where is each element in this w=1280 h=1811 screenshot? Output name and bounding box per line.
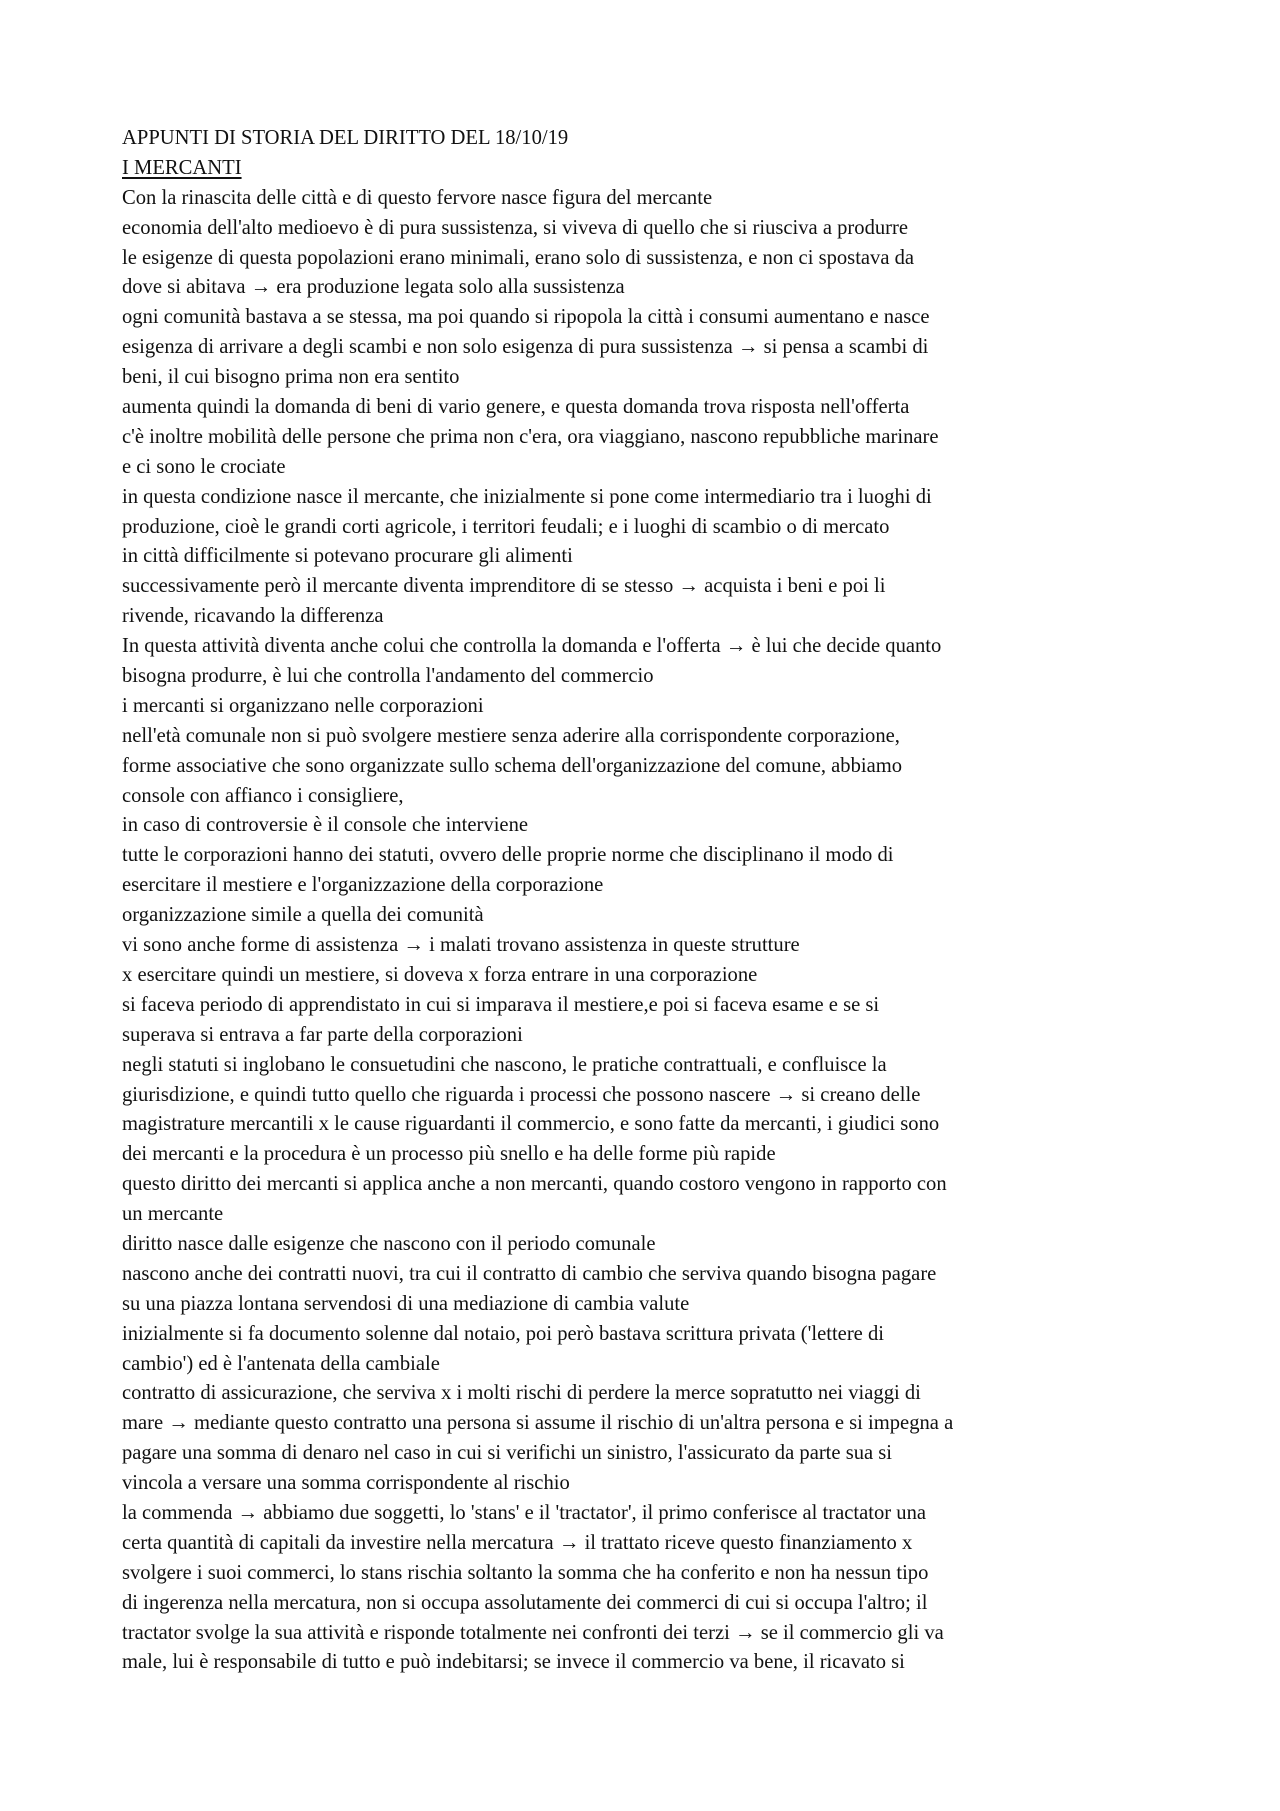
text-line: economia dell'alto medioevo è di pura sussistenza, si viveva di quello che si riusciva a produrre bbox=[122, 216, 909, 239]
text-line: un mercante bbox=[122, 1203, 224, 1226]
text-line: certa quantità di capitali da investire nella mercatura → il trattato riceve questo finanziamento x bbox=[122, 1531, 913, 1554]
text-line: vi sono anche forme di assistenza → i malati trovano assistenza in queste strutture bbox=[122, 934, 800, 957]
text-line: svolgere i suoi commerci, lo stans rischia soltanto la somma che ha conferito e non ha nessun tipo bbox=[122, 1561, 929, 1584]
text-line: produzione, cioè le grandi corti agricole, i territori feudali; e i luoghi di scambio o di mercato bbox=[122, 515, 890, 538]
text-line: su una piazza lontana servendosi di una mediazione di cambia valute bbox=[122, 1292, 690, 1315]
text-line: e ci sono le crociate bbox=[122, 455, 286, 478]
text-line: superava si entrava a far parte della corporazioni bbox=[122, 1023, 523, 1046]
text-line: in questa condizione nasce il mercante, che inizialmente si pone come intermediario tra i luoghi di bbox=[122, 485, 932, 508]
text-line: di ingerenza nella mercatura, non si occupa assolutamente dei commerci di cui si occupa l'altro; il bbox=[122, 1591, 928, 1614]
text-line: in città difficilmente si potevano procurare gli alimenti bbox=[122, 545, 573, 568]
text-line: Con la rinascita delle città e di questo fervore nasce figura del mercante bbox=[122, 186, 713, 209]
text-line: bisogna produrre, è lui che controlla l'andamento del commercio bbox=[122, 665, 654, 688]
text-line: successivamente però il mercante diventa imprenditore di se stesso → acquista i beni e poi li bbox=[122, 575, 886, 598]
text-line: in caso di controversie è il console che interviene bbox=[122, 814, 529, 837]
text-line: vincola a versare una somma corrispondente al rischio bbox=[122, 1472, 570, 1495]
text-line: giurisdizione, e quindi tutto quello che riguarda i processi che possono nascere → si creano delle bbox=[122, 1083, 921, 1106]
section-heading: I MERCANTI bbox=[122, 156, 242, 179]
text-line: si faceva periodo di apprendistato in cui si imparava il mestiere,e poi si faceva esame e se si bbox=[122, 993, 880, 1016]
text-line: le esigenze di questa popolazioni erano minimali, erano solo di sussistenza, e non ci spostava da bbox=[122, 246, 915, 269]
text-line: nascono anche dei contratti nuovi, tra cui il contratto di cambio che serviva quando bisogna pagare bbox=[122, 1262, 937, 1285]
text-line: esercitare il mestiere e l'organizzazione della corporazione bbox=[122, 874, 604, 897]
text-line: tutte le corporazioni hanno dei statuti, ovvero delle proprie norme che disciplinano il modo di bbox=[122, 844, 894, 867]
text-line: dove si abitava → era produzione legata solo alla sussistenza bbox=[122, 276, 625, 299]
text-line: dei mercanti e la procedura è un processo più snello e ha delle forme più rapide bbox=[122, 1143, 776, 1166]
text-line: magistrature mercantili x le cause riguardanti il commercio, e sono fatte da mercanti, i giudici sono bbox=[122, 1113, 940, 1136]
text-line: contratto di assicurazione, che serviva x i molti rischi di perdere la merce sopratutto nei viaggi di bbox=[122, 1382, 921, 1405]
text-lines bbox=[122, 184, 1182, 1679]
text-line: nell'età comunale non si può svolgere mestiere senza aderire alla corrispondente corporazione, bbox=[122, 724, 900, 747]
text-line: cambio') ed è l'antenata della cambiale bbox=[122, 1352, 440, 1375]
text-line: inizialmente si fa documento solenne dal notaio, poi però bastava scrittura privata ('lettere di bbox=[122, 1322, 884, 1345]
text-line: organizzazione simile a quella dei comunità bbox=[122, 904, 484, 927]
text-line: diritto nasce dalle esigenze che nascono con il periodo comunale bbox=[122, 1232, 656, 1255]
text-line: forme associative che sono organizzate sullo schema dell'organizzazione del comune, abbiamo bbox=[122, 754, 903, 777]
text-line: negli statuti si inglobano le consuetudini che nascono, le pratiche contrattuali, e confluisce la bbox=[122, 1053, 887, 1076]
text-line: esigenza di arrivare a degli scambi e non solo esigenza di pura sussistenza → si pensa a scambi di bbox=[122, 336, 929, 359]
text-line: x esercitare quindi un mestiere, si doveva x forza entrare in una corporazione bbox=[122, 963, 758, 986]
text-line: aumenta quindi la domanda di beni di vario genere, e questa domanda trova risposta nell'offerta bbox=[122, 396, 910, 419]
document-title: APPUNTI DI STORIA DEL DIRITTO DEL 18/10/19 bbox=[122, 127, 569, 149]
text-line: ogni comunità bastava a se stessa, ma poi quando si ripopola la città i consumi aumentano e nasce bbox=[122, 306, 930, 329]
text-line: In questa attività diventa anche colui che controlla la domanda e l'offerta → è lui che decide quanto bbox=[122, 635, 942, 658]
text-line: rivende, ricavando la differenza bbox=[122, 605, 384, 628]
text-line: mare → mediante questo contratto una persona si assume il rischio di un'altra persona e si impegna a bbox=[122, 1412, 954, 1435]
text-line: console con affianco i consigliere, bbox=[122, 784, 404, 807]
text-line: pagare una somma di denaro nel caso in cui si verifichi un sinistro, l'assicurato da parte sua si bbox=[122, 1442, 893, 1465]
text-line: questo diritto dei mercanti si applica anche a non mercanti, quando costoro vengono in rapporto con bbox=[122, 1173, 947, 1196]
text-line: c'è inoltre mobilità delle persone che prima non c'era, ora viaggiano, nascono repubbliche marinare bbox=[122, 425, 939, 448]
text-line: la commenda → abbiamo due soggetti, lo 'stans' e il 'tractator', il primo conferisce al tractator una bbox=[122, 1501, 927, 1524]
text-line: tractator svolge la sua attività e risponde totalmente nei confronti dei terzi → se il commercio gli va bbox=[122, 1621, 944, 1644]
text-line: male, lui è responsabile di tutto e può indebitarsi; se invece il commercio va bene, il ricavato si bbox=[122, 1651, 905, 1674]
text-line: beni, il cui bisogno prima non era sentito bbox=[122, 366, 460, 389]
document-body bbox=[122, 124, 1182, 1678]
text-line: i mercanti si organizzano nelle corporazioni bbox=[122, 694, 484, 717]
